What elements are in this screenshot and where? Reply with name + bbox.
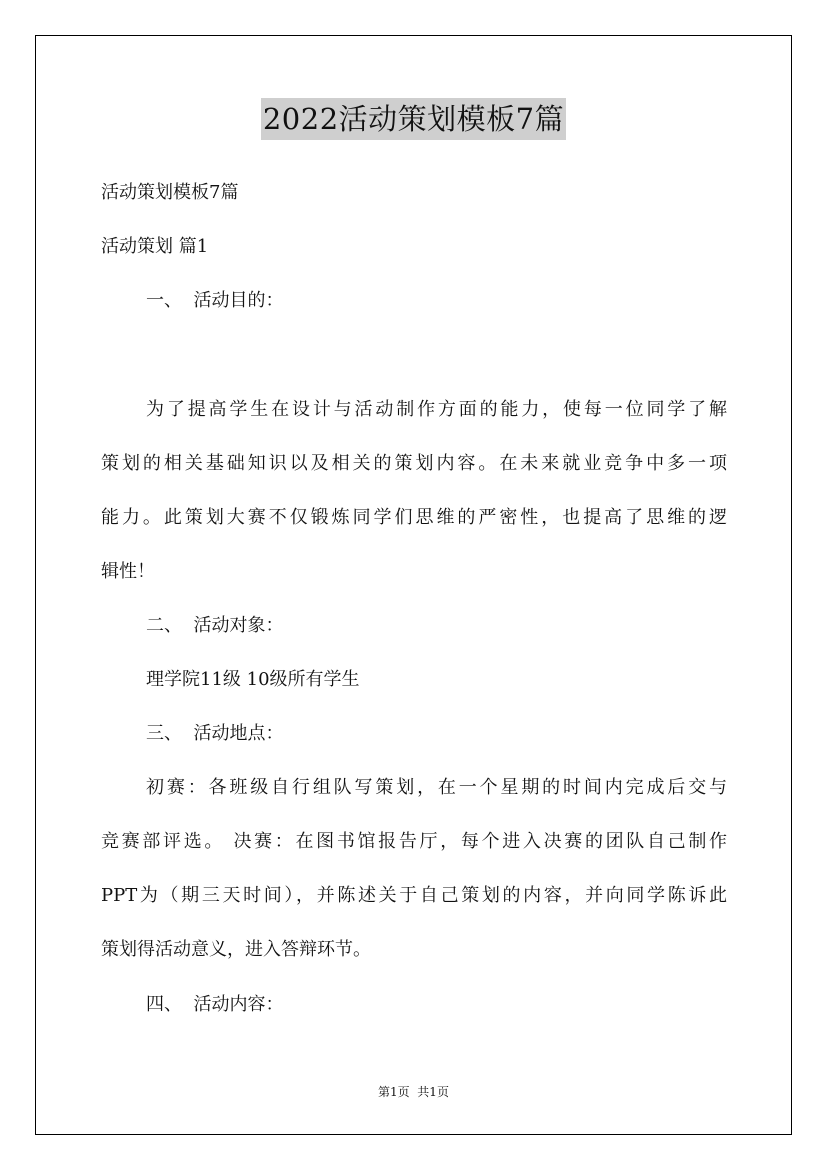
audience-text: 理学院11级 10级所有学生 — [146, 669, 360, 690]
venue-line: 竞赛部评选。 决赛：在图书馆报告厅，每个进入决赛的团队自己制作 — [101, 831, 727, 852]
section-heading: 活动策划 篇1 — [101, 236, 209, 257]
purpose-line: 辑性！ — [101, 561, 155, 582]
item2-heading: 二、 活动对象： — [146, 615, 284, 636]
document-subtitle: 活动策划模板7篇 — [101, 182, 239, 203]
title-container — [0, 98, 827, 140]
document-title: 2022活动策划模板7篇 — [261, 98, 566, 140]
venue-line: 策划得活动意义，进入答辩环节。 — [101, 939, 371, 960]
item4-heading: 四、 活动内容： — [146, 994, 284, 1015]
venue-paragraph — [101, 776, 727, 992]
venue-line: 初赛：各班级自行组队写策划，在一个星期的时间内完成后交与 — [146, 777, 727, 798]
purpose-line: 策划的相关基础知识以及相关的策划内容。在未来就业竞争中多一项 — [101, 453, 727, 474]
item3-heading: 三、 活动地点： — [146, 723, 284, 744]
purpose-line: 为了提高学生在设计与活动制作方面的能力，使每一位同学了解 — [146, 399, 727, 420]
item1-heading: 一、 活动目的： — [146, 290, 284, 311]
purpose-line: 能力。此策划大赛不仅锻炼同学们思维的严密性，也提高了思维的逻 — [101, 507, 727, 528]
purpose-paragraph — [101, 398, 727, 614]
page-footer: 第1页 共1页 — [378, 1085, 449, 1099]
venue-line: PPT为（期三天时间），并陈述关于自己策划的内容，并向同学陈诉此 — [101, 885, 727, 906]
